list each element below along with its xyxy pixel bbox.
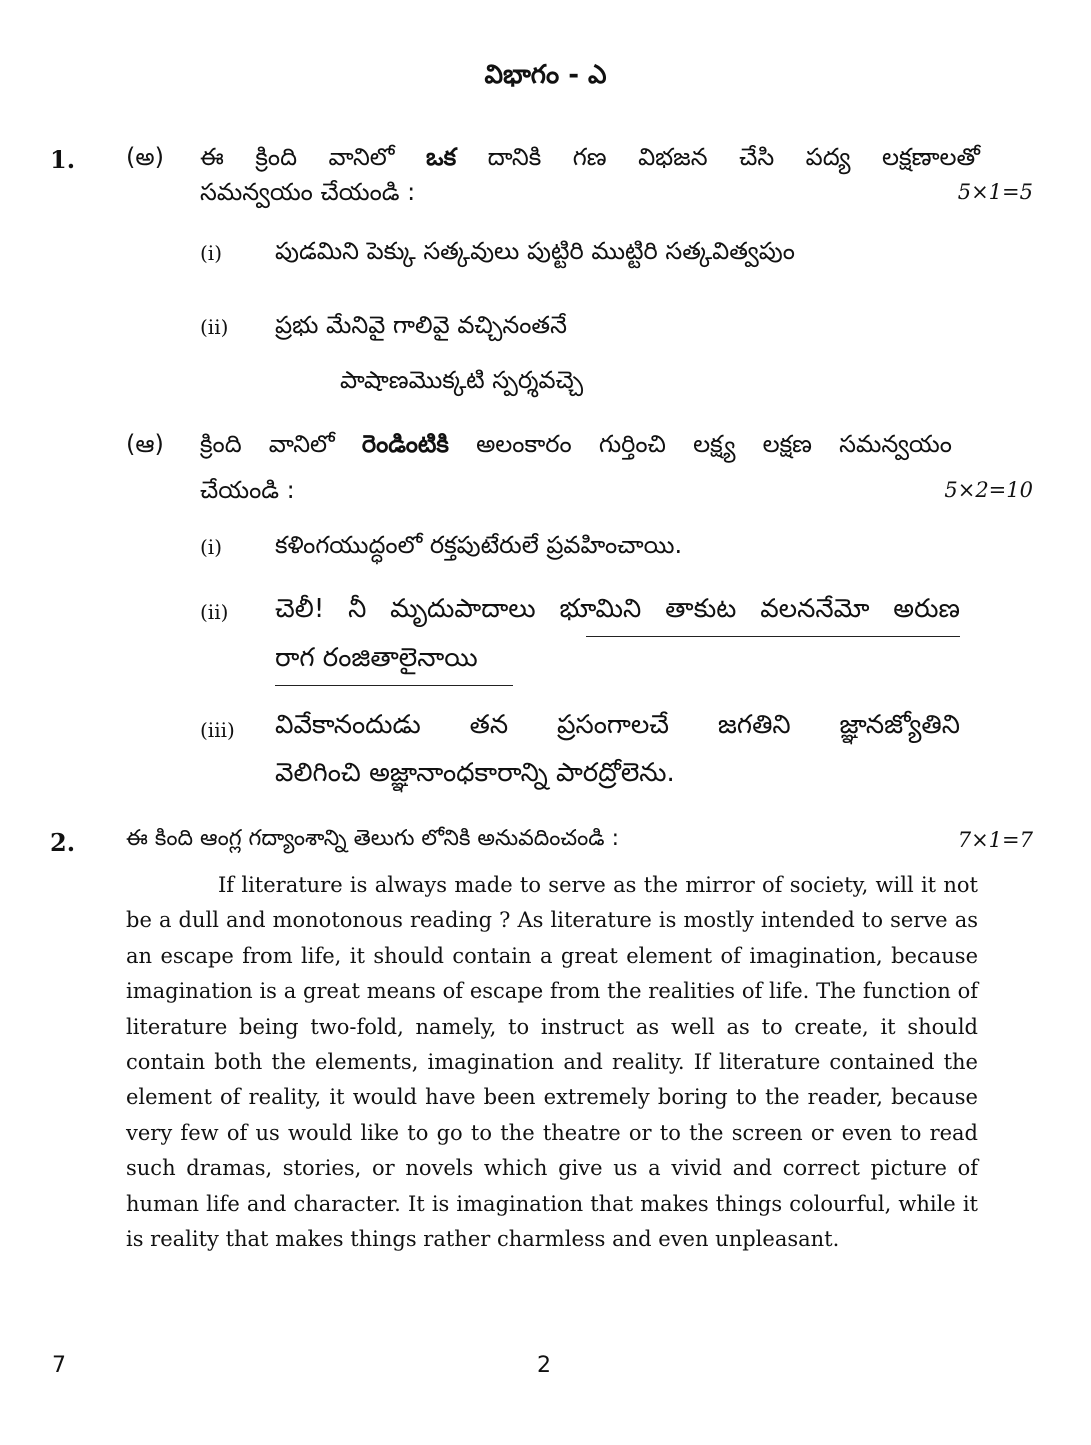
q1a-instruction-line2: సమన్వయం చేయండి : [200, 178, 416, 206]
page-number: 2 [537, 1353, 551, 1378]
q1b-item-3-text: వివేకానందుడు తన ప్రసంగాలచే జగతిని జ్ఞానజ్యోతిని [275, 710, 960, 740]
q1a-item-1-number: (i) [200, 241, 223, 265]
q1b-item-2-text: చెలీ! నీ మృదుపాదాలు భూమిని తాకుట వలననేమో అరుణ [275, 594, 960, 624]
question-1-number: 1. [50, 145, 76, 174]
q1a-item-2-text-line2: పాషాణమొక్కటి స్పర్శవచ్చె [340, 366, 584, 394]
q1b-item-2-number: (ii) [200, 600, 229, 624]
q1a-instruction-post: దానికి గణ విభజన చేసి పద్య లక్షణాలతో [487, 143, 980, 171]
q1a-marks: 5×1=5 [957, 180, 1033, 204]
q1a-item-2-text: ప్రభు మేనివై గాలివై వచ్చినంతనే [275, 311, 567, 339]
underline-segment-2 [275, 685, 513, 686]
q2-passage: If literature is always made to serve as the mirror of society, will it not be a dull and monotonous reading ? As literature is mostly intended to serve as an escape from life, it should contain a great element of imagination, because imagination is a great means of escape from the realities of life. The function of literature being two-fold, namely, to instruct as well as to create, it should contain both the elements, imagination and reality. If literature contained the element of reality, it would have been extremely boring to the reader, because very few of us would like to go to the theatre or to the screen or even to read such dramas, stories, or novels which give us a vivid and correct picture of human life and character. It is imagination that makes things colourful, while it is reality that makes things rather charmless and even unpleasant. [126, 873, 978, 1252]
q1b-item-3-text-line2: వెలిగించి అజ్ఞానాంధకారాన్ని పారద్రోలెను. [275, 758, 675, 788]
q1a-item-1-text: పుడమిని పెక్కు సత్కవులు పుట్టిరి ముట్టిరి సత్కవిత్వపుం [275, 237, 795, 265]
q1b-item-2-text-line2: రాగ రంజితాలైనాయి [275, 643, 478, 673]
q1b-instruction-bold: రెండింటికి [361, 430, 449, 458]
q1b-item-3-number: (iii) [200, 718, 235, 742]
underline-segment-1 [586, 636, 960, 637]
q1b-instruction [200, 430, 952, 464]
footer-code: 7 [52, 1353, 66, 1378]
q1a-instruction-bold: ఒక [426, 143, 457, 171]
q1a-label: (అ) [126, 143, 164, 171]
q1b-item-1-number: (i) [200, 535, 223, 559]
question-2-number: 2. [50, 828, 76, 857]
q1b-marks: 5×2=10 [944, 478, 1033, 502]
q1a-item-2-number: (ii) [200, 315, 229, 339]
q1b-instruction-line2: చేయండి : [200, 476, 295, 504]
section-title: విభాగం - ఎ [484, 60, 607, 90]
q1b-instruction-pre: క్రింది వానిలో [200, 430, 335, 458]
q2-marks: 7×1=7 [957, 828, 1033, 852]
q1a-instruction-pre: ఈ క్రింది వానిలో [200, 143, 395, 171]
q1b-item-1-text: కళింగయుద్ధంలో రక్తపుటేరులే ప్రవహించాయి. [275, 531, 683, 559]
q1b-instruction-post: అలంకారం గుర్తించి లక్ష్య లక్షణ సమన్వయం [476, 430, 952, 458]
q2-instruction: ఈ కింది ఆంగ్ల గద్యాంశాన్ని తెలుగు లోనికి అనువదించండి : [126, 826, 619, 851]
q1b-label: (ఆ) [126, 430, 164, 458]
q1a-instruction [200, 143, 980, 177]
